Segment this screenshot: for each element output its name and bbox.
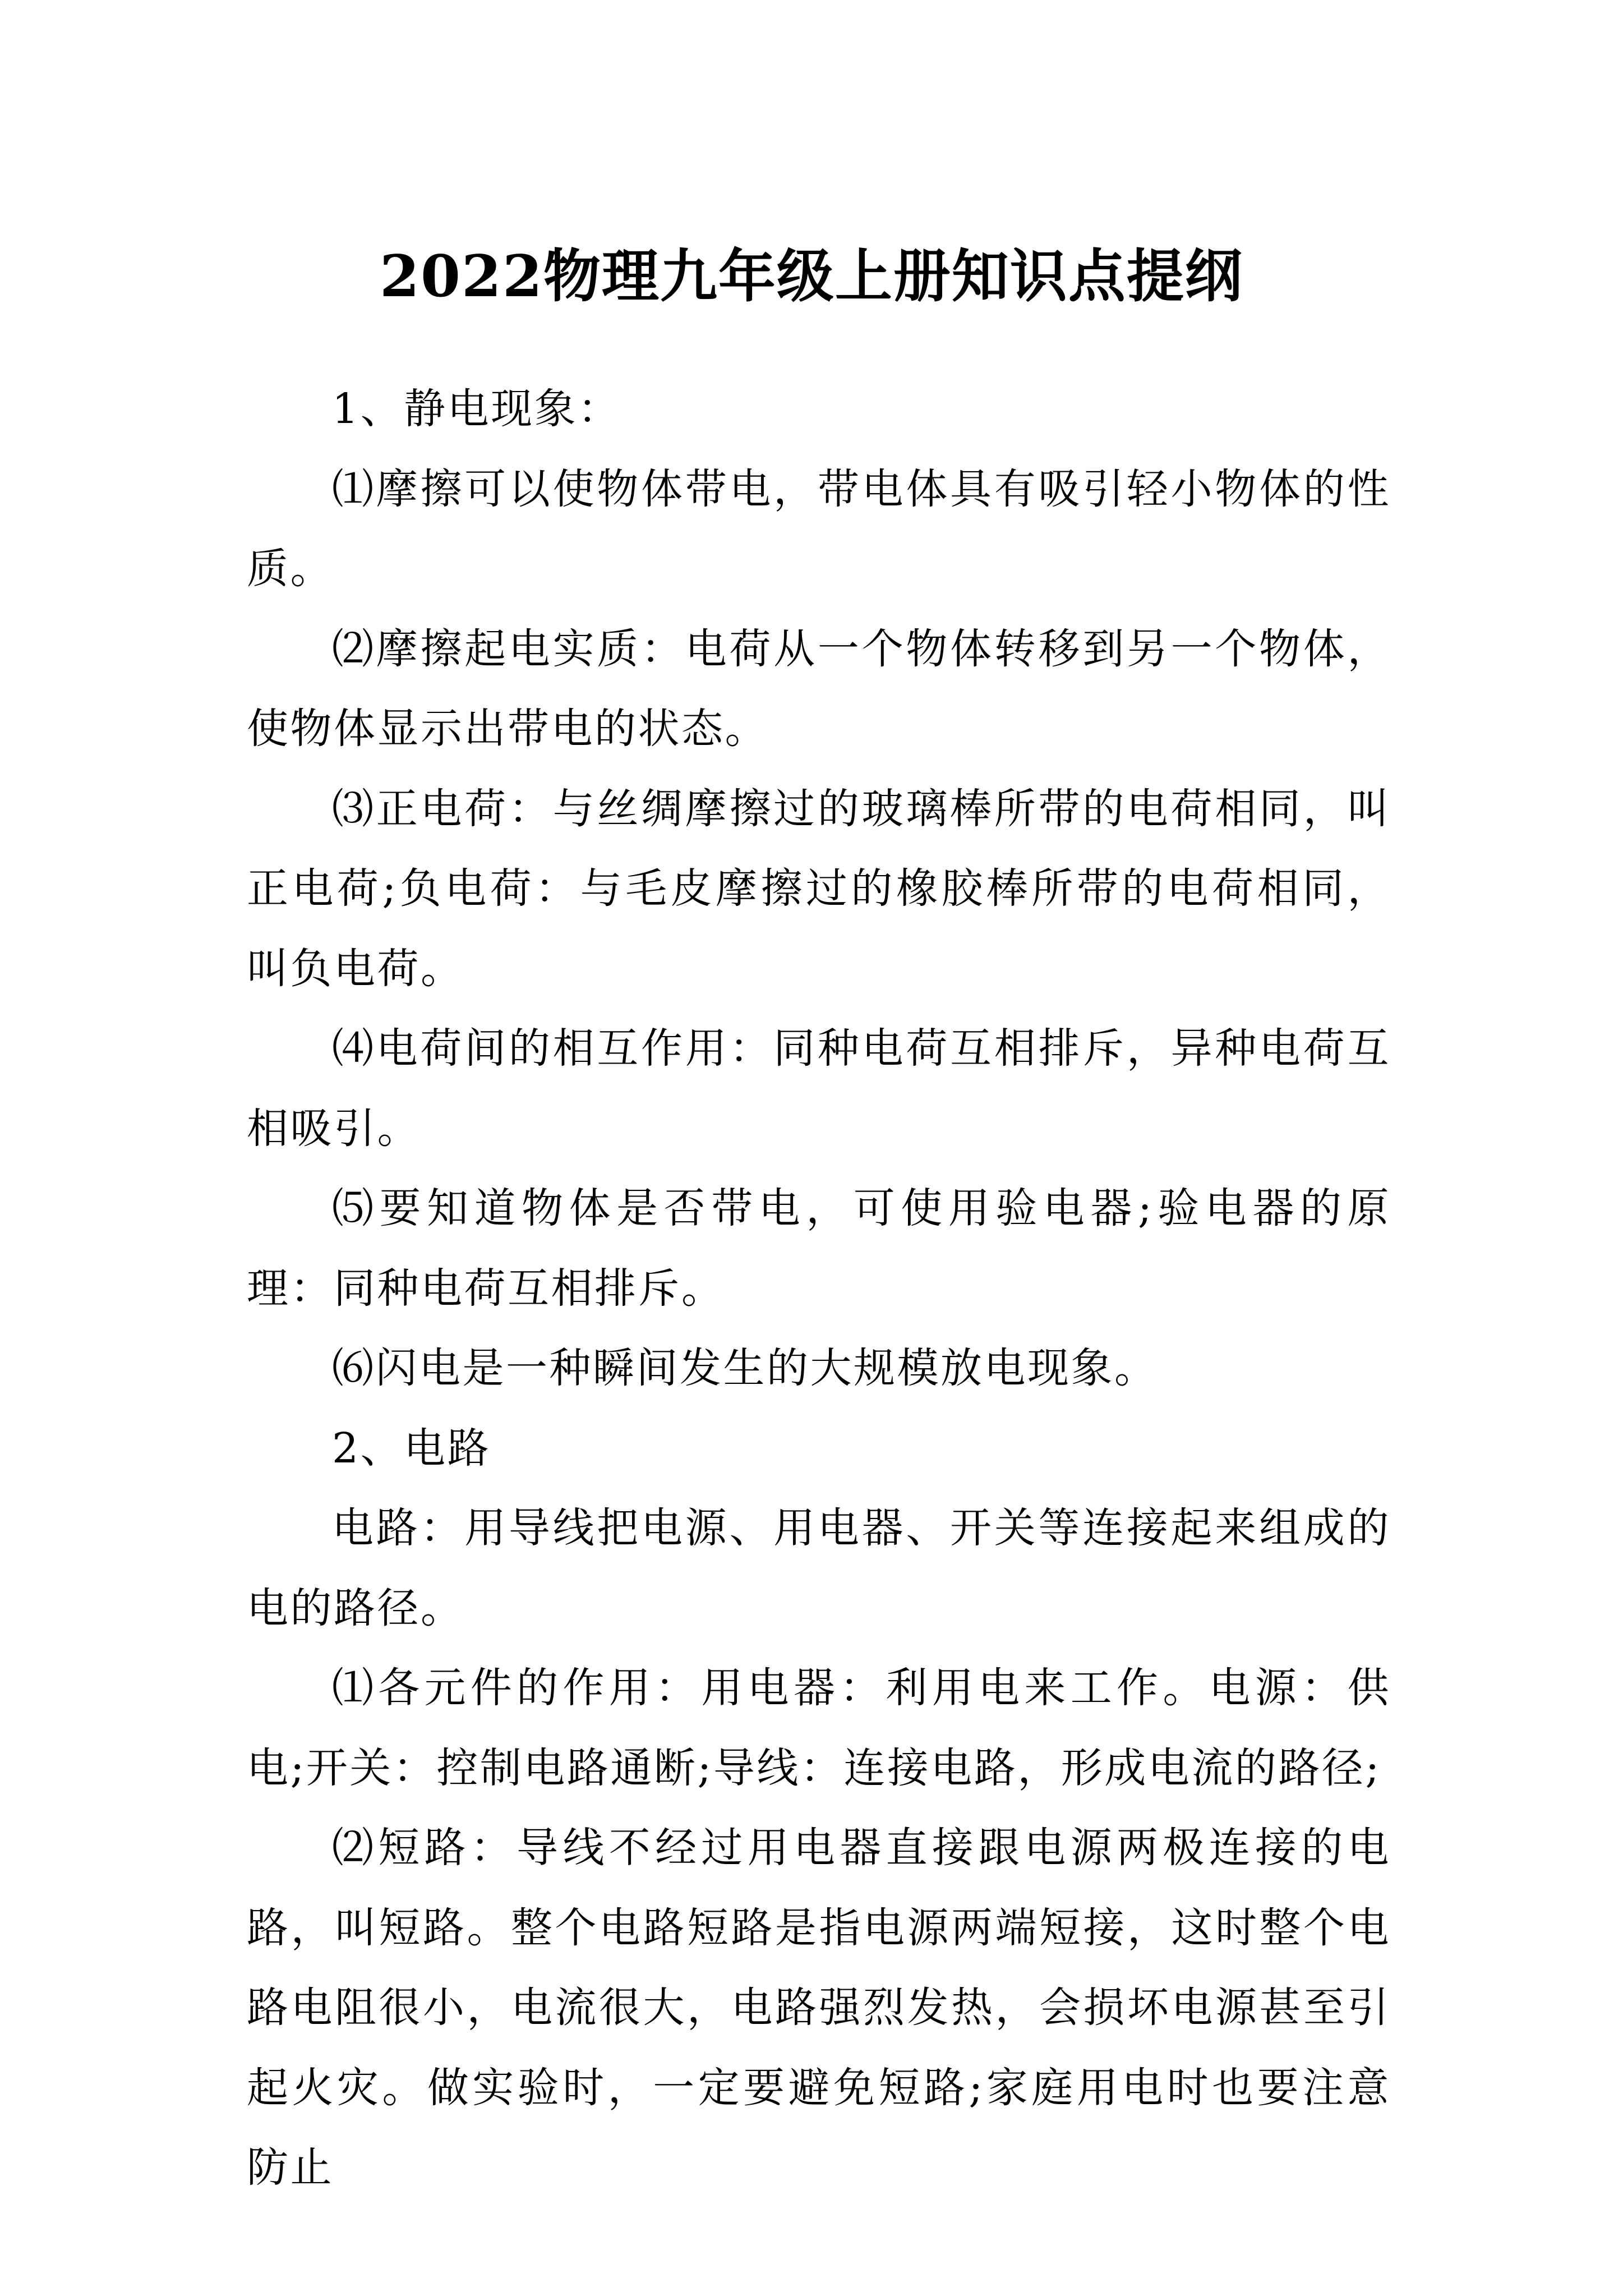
paragraph-item-1: ⑴摩擦可以使物体带电，带电体具有吸引轻小物体的性质。 [247,464,1391,593]
paragraph-item-2: ⑵摩擦起电实质：电荷从一个物体转移到另一个物体，使物体显示出带电的状态。 [247,624,1391,753]
paragraph-circuit-definition: 电路：用导线把电源、用电器、开关等连接起来组成的电的路径。 [247,1504,1391,1632]
document-title: 2022物理九年级上册知识点提纲 [380,243,1243,311]
paragraph-item-4: ⑷电荷间的相互作用：同种电荷互相排斥，异种电荷互相吸引。 [247,1024,1391,1153]
paragraph-static-electricity-heading: 1、静电现象： [332,385,621,433]
paragraph-item-3: ⑶正电荷：与丝绸摩擦过的玻璃棒所带的电荷相同，叫正电荷;负电荷：与毛皮摩擦过的橡胶棒所带的电荷相同，叫负电荷。 [247,784,1391,993]
paragraph-item-5: ⑸要知道物体是否带电，可使用验电器;验电器的原理：同种电荷互相排斥。 [247,1184,1391,1313]
document-body [247,369,1391,2208]
paragraph-circuit-item-2: ⑵短路：导线不经过用电器直接跟电源两极连接的电路，叫短路。整个电路短路是指电源两端短接，这时整个电路电阻很小，电流很大，电路强烈发热，会损坏电源甚至引起火灾。做实验时，一定要避免短路;家庭用电时也要注意防止 [247,1824,1391,2192]
paragraph-item-6: ⑹闪电是一种瞬间发生的大规模放电现象。 [332,1344,1158,1392]
paragraph-circuit-heading: 2、电路 [332,1424,491,1473]
paragraph-circuit-item-1: ⑴各元件的作用：用电器：利用电来工作。电源：供电;开关：控制电路通断;导线：连接电路，形成电流的路径; [247,1664,1391,1792]
